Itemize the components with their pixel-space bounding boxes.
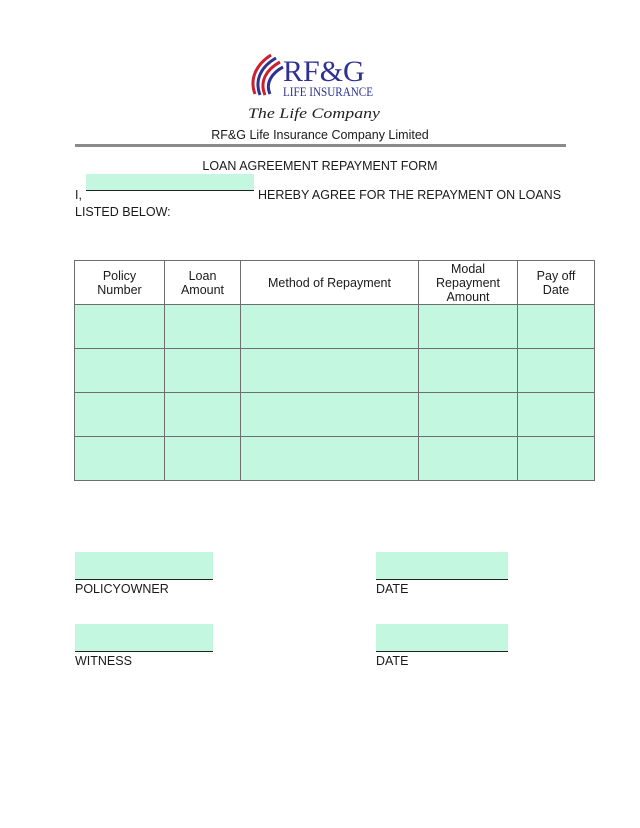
table-row (75, 349, 595, 393)
table-row (75, 437, 595, 481)
method-of-repayment-cell[interactable] (241, 349, 419, 393)
intro-suffix: HEREBY AGREE FOR THE REPAYMENT ON LOANS LISTED BELOW: (75, 188, 562, 219)
policy-number-cell[interactable] (75, 393, 165, 437)
policy-number-cell[interactable] (75, 437, 165, 481)
policyowner-label: POLICYOWNER (75, 582, 169, 596)
repayment-table (74, 260, 595, 481)
policy-number-cell[interactable] (75, 349, 165, 393)
company-name: RF&G Life Insurance Company Limited (211, 128, 429, 142)
modal-repayment-amount-cell[interactable] (419, 305, 518, 349)
policyowner-signature-field[interactable] (75, 552, 213, 580)
witness-signature-block (75, 624, 213, 668)
form-title: LOAN AGREEMENT REPAYMENT FORM (202, 159, 438, 173)
table-row (75, 393, 595, 437)
pay-off-date-cell[interactable] (518, 393, 595, 437)
column-header-policy-number: Policy Number (75, 261, 165, 305)
logo-brand-text: RF&G (283, 55, 365, 88)
column-header-pay-off-date: Pay off Date (518, 261, 595, 305)
intro-prefix: I, (75, 188, 82, 202)
pay-off-date-cell[interactable] (518, 437, 595, 481)
date-label: DATE (376, 654, 409, 668)
column-header-method-of-repayment: Method of Repayment (241, 261, 419, 305)
witness-label: WITNESS (75, 654, 132, 668)
witness-date-block (376, 624, 508, 668)
company-logo (245, 52, 390, 124)
method-of-repayment-cell[interactable] (241, 393, 419, 437)
loan-amount-cell[interactable] (165, 305, 241, 349)
method-of-repayment-cell[interactable] (241, 305, 419, 349)
policyowner-date-field[interactable] (376, 552, 508, 580)
logo-graphic (245, 52, 390, 124)
logo-line-text: LIFE INSURANCE (283, 85, 374, 99)
agreement-statement (75, 188, 575, 220)
loan-amount-cell[interactable] (165, 393, 241, 437)
flame-stripes-icon (253, 55, 283, 95)
pay-off-date-cell[interactable] (518, 305, 595, 349)
table-header-row (75, 261, 595, 305)
name-field[interactable] (86, 174, 254, 191)
column-header-modal-repayment-amount: Modal Repayment Amount (419, 261, 518, 305)
policyowner-date-block (376, 552, 508, 596)
column-header-loan-amount: Loan Amount (165, 261, 241, 305)
logo-tagline-text: The Life Company (248, 106, 381, 122)
modal-repayment-amount-cell[interactable] (419, 437, 518, 481)
loan-amount-cell[interactable] (165, 349, 241, 393)
loan-amount-cell[interactable] (165, 437, 241, 481)
policyowner-signature-block (75, 552, 213, 596)
witness-date-field[interactable] (376, 624, 508, 652)
policy-number-cell[interactable] (75, 305, 165, 349)
modal-repayment-amount-cell[interactable] (419, 349, 518, 393)
method-of-repayment-cell[interactable] (241, 437, 419, 481)
modal-repayment-amount-cell[interactable] (419, 393, 518, 437)
witness-signature-field[interactable] (75, 624, 213, 652)
pay-off-date-cell[interactable] (518, 349, 595, 393)
header-divider (75, 144, 566, 147)
date-label: DATE (376, 582, 409, 596)
table-row (75, 305, 595, 349)
